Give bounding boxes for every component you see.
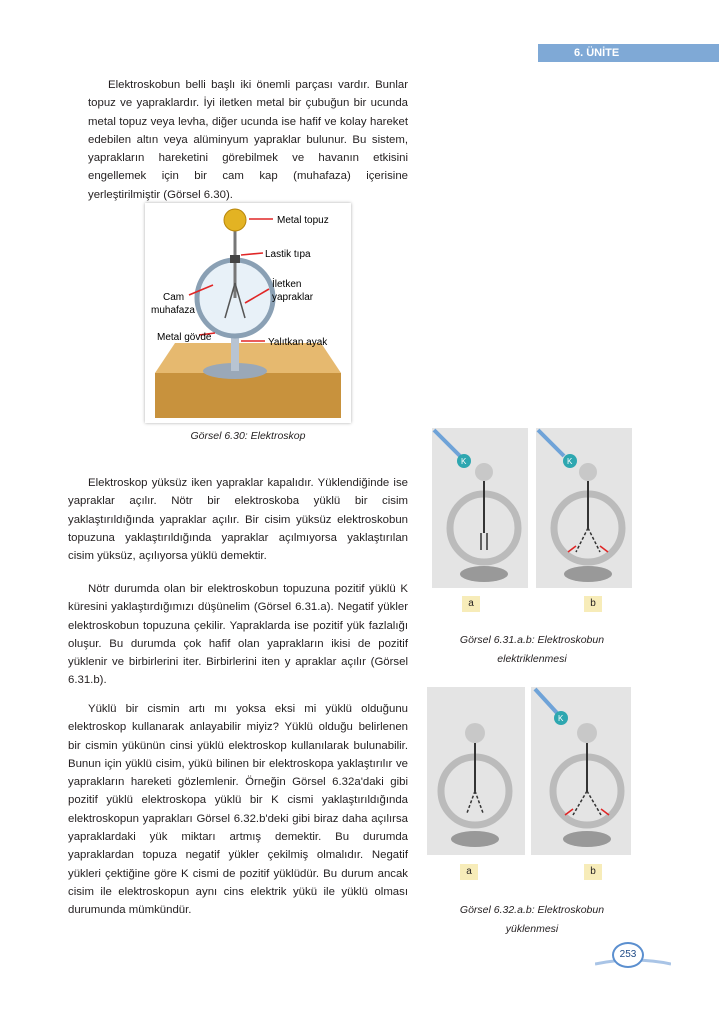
metal-ball bbox=[475, 463, 493, 481]
k-sphere-label: K bbox=[461, 457, 467, 466]
caption-figure-631-line1: Görsel 6.31.a.b: Elektroskobun bbox=[459, 634, 605, 646]
repel-arrow-right bbox=[600, 546, 608, 552]
figure-electroscope bbox=[145, 203, 351, 423]
k-sphere-label: K bbox=[558, 714, 564, 723]
arrow-lastik-tipa bbox=[241, 253, 263, 255]
figure-632-a bbox=[427, 687, 525, 855]
metal-ball bbox=[224, 209, 246, 231]
leaf-right bbox=[475, 791, 483, 813]
base bbox=[451, 831, 499, 847]
figure-631-a bbox=[432, 428, 528, 588]
label-632-a: a bbox=[460, 864, 478, 880]
rod-holder bbox=[434, 430, 460, 456]
figure-631-b bbox=[536, 428, 632, 588]
label-iletken-1: İletken bbox=[272, 279, 302, 290]
paragraph-3: Nötr durumda olan bir elektroskobun topuzuna pozitif yüklü K küresini yaklaştırdığımızı düşünelim (Görsel 6.31.a). Negatif yükler elektroskobun topuzuna çekilir. Yapraklarda ise pozitif yük fazlalığı oluşur. Bu durumda çok hafif olan yaprakların ikisi de pozitif yüklenir ve birbirlerini iter. Birbirlerini iten y apraklar açılır (Görsel 6.31.b). bbox=[68, 583, 408, 687]
label-yalitkan-ayak: Yalıtkan ayak bbox=[268, 337, 328, 348]
label-cam-2: muhafaza bbox=[151, 305, 195, 316]
electroscope-631-b-illustration bbox=[536, 428, 632, 588]
label-631-a: a bbox=[462, 596, 480, 612]
metal-ball bbox=[577, 723, 597, 743]
metal-ball bbox=[579, 463, 597, 481]
base bbox=[563, 831, 611, 847]
caption-figure-632-line1: Görsel 6.32.a.b: Elektroskobun bbox=[459, 904, 605, 916]
electroscope-632-a-illustration bbox=[427, 687, 525, 855]
repel-arrow-left bbox=[568, 546, 576, 552]
metal-ball bbox=[465, 723, 485, 743]
base bbox=[460, 566, 508, 582]
leaf-left bbox=[576, 528, 588, 552]
rubber-plug bbox=[230, 255, 240, 263]
base bbox=[564, 566, 612, 582]
label-632-b: b bbox=[584, 864, 602, 880]
unit-banner: 6. ÜNİTE bbox=[538, 44, 719, 62]
label-metal-topuz: Metal topuz bbox=[277, 215, 329, 226]
repel-arrow-right bbox=[601, 809, 609, 815]
label-631-b: b bbox=[584, 596, 602, 612]
caption-figure-632-line2: yüklenmesi bbox=[505, 923, 559, 935]
label-iletken-2: yapraklar bbox=[272, 292, 314, 303]
wooden-base-front bbox=[155, 373, 341, 418]
figure-632-b bbox=[531, 687, 631, 855]
label-cam-1: Cam bbox=[163, 292, 185, 303]
paragraph-4: Yüklü bir cismin artı mı yoksa eksi mi yüklü olduğunu elektroskop kullanarak anlayabilir miyiz? Yüklü olduğu belirlenen bir cismin yükünün cinsi yüklü elektroskop kullanılarak bulunabilir. Bunun için yüklü cisim, yükü bilinen bir elektroskopa yaklaştırılır ve yaprakların hareketi gözlemlenir. Örneğin Görsel 6.32a'daki gibi pozitif yüklü elektroskopa yüklü bir K cismi yaklaştırıldığında elektroskopun yaprakları Görsel 6.32.b'deki gibi biraz daha açılırsa yapraklardaki yük miktarı artmış demektir. Bu durumda yapraklardan topuza negatif yükler çekilmiş olmalıdır. Negatif yükleri çektiğine göre K cismi de pozitif yüklüdür. Bu durum ancak cisim ile elektroskopun aynı cins elektrik yükü ile yüklü olması durumunda mümkündür. bbox=[68, 703, 408, 917]
paragraph-2: Elektroskop yüksüz iken yapraklar kapalıdır. Yüklendiğinde ise yapraklar açılır. Nötr bir elektroskoba yüklü bir cisim yaklaştırıldığında yapraklar açılır. Bir cisim yüksüz elektroskobun topuzuna yaklaştırıldığında yapraklar açılmıyorsa yaklaştırılan cisim yüksüz, açılıyorsa yüklü demektir. bbox=[68, 477, 408, 563]
rod-holder bbox=[535, 689, 557, 713]
electroscope-632-b-illustration bbox=[531, 687, 631, 855]
electroscope-631-a-illustration bbox=[432, 428, 528, 588]
paragraph-1: Elektroskobun belli başlı iki önemli parçası vardır. Bunlar topuz ve yapraklardır. İyi iletken metal bir çubuğun bir ucunda metal topuz veya levha, diğer ucunda ise hafif ve kolay hareket edebilen altın veya alüminyum yapraklar bulunur. Bu sistem, yaprakların hareketini görebilmek ve havanın etkisini engellemek için bir cam kap (muhafaza) içerisine yerleştirilmiştir (Görsel 6.30). bbox=[88, 79, 408, 201]
leaf-right bbox=[587, 791, 601, 815]
electroscope-illustration bbox=[145, 203, 351, 423]
label-lastik-tipa: Lastik tıpa bbox=[265, 249, 311, 260]
page-number: 253 bbox=[612, 942, 644, 968]
caption-figure-631-line2: elektriklenmesi bbox=[497, 653, 567, 665]
leaf-right bbox=[588, 528, 600, 552]
rod-holder bbox=[538, 430, 564, 456]
leaf-left bbox=[573, 791, 587, 815]
repel-arrow-left bbox=[565, 809, 573, 815]
label-metal-govde: Metal gövde bbox=[157, 332, 212, 343]
leaf-left bbox=[467, 791, 475, 813]
caption-figure-630: Görsel 6.30: Elektroskop bbox=[190, 430, 306, 442]
k-sphere-label: K bbox=[567, 457, 573, 466]
